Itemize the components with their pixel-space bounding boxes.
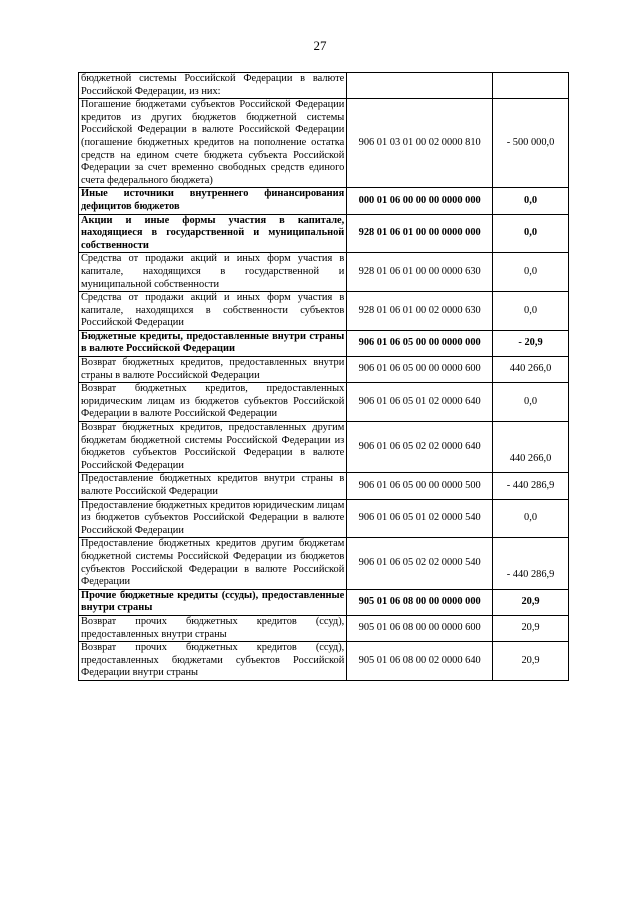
page-number: 27 <box>313 38 327 53</box>
row-code-cell: 928 01 06 01 00 02 0000 630 <box>347 292 493 331</box>
row-code-cell: 928 01 06 01 00 00 0000 630 <box>347 253 493 292</box>
row-name-cell: Возврат бюджетных кредитов, предоставленных юридическим лицам из бюджетов субъектов Российской Федерации в валюте Российской Федерации <box>79 383 347 422</box>
row-code-cell <box>347 73 493 99</box>
row-name-cell: Бюджетные кредиты, предоставленные внутри страны в валюте Российской Федерации <box>79 330 347 356</box>
row-code-cell: 906 01 06 05 00 00 0000 500 <box>347 473 493 499</box>
row-code-cell: 906 01 06 05 01 02 0000 640 <box>347 383 493 422</box>
row-amount-cell: 0,0 <box>493 499 569 538</box>
table-row <box>79 73 569 99</box>
table-row <box>79 589 569 615</box>
row-code-cell: 905 01 06 08 00 00 0000 000 <box>347 589 493 615</box>
row-code-cell: 000 01 06 00 00 00 0000 000 <box>347 188 493 214</box>
table-row <box>79 422 569 473</box>
row-name-cell: Возврат бюджетных кредитов, предоставленных внутри страны в валюте Российской Федерации <box>79 357 347 383</box>
row-name-cell: Средства от продажи акций и иных форм участия в капитале, находящихся в государственной и муниципальной собственности <box>79 253 347 292</box>
table-row <box>79 615 569 641</box>
row-code-cell: 906 01 06 05 00 00 0000 600 <box>347 357 493 383</box>
row-code-cell: 928 01 06 01 00 00 0000 000 <box>347 214 493 253</box>
row-name-cell: Предоставление бюджетных кредитов другим бюджетам бюджетной системы Российской Федерации из бюджетов субъектов Российской Федерации в валюте Российской Федерации <box>79 538 347 589</box>
row-amount-cell: 20,9 <box>493 642 569 681</box>
table-row <box>79 188 569 214</box>
row-code-cell: 906 01 06 05 00 00 0000 000 <box>347 330 493 356</box>
table-row <box>79 499 569 538</box>
row-amount-cell <box>493 73 569 99</box>
row-amount-cell: 440 266,0 <box>493 357 569 383</box>
row-code-cell: 905 01 06 08 00 02 0000 640 <box>347 642 493 681</box>
row-name-cell: Предоставление бюджетных кредитов юридическим лицам из бюджетов субъектов Российской Федерации в валюте Российской Федерации <box>79 499 347 538</box>
table-row <box>79 214 569 253</box>
row-name-cell: Акции и иные формы участия в капитале, находящиеся в государственной и муниципальной собственности <box>79 214 347 253</box>
table-row <box>79 330 569 356</box>
row-code-cell: 906 01 06 05 02 02 0000 640 <box>347 422 493 473</box>
row-name-cell: Возврат бюджетных кредитов, предоставленных другим бюджетам бюджетной системы Российской Федерации из бюджетов субъектов Российской Федерации в валюте Российской Федерации <box>79 422 347 473</box>
table-row <box>79 253 569 292</box>
row-amount-cell: 20,9 <box>493 589 569 615</box>
row-code-cell: 906 01 06 05 01 02 0000 540 <box>347 499 493 538</box>
row-amount-cell: 0,0 <box>493 214 569 253</box>
row-code-cell: 906 01 03 01 00 02 0000 810 <box>347 99 493 188</box>
row-name-cell: Возврат прочих бюджетных кредитов (ссуд), предоставленных внутри страны <box>79 615 347 641</box>
row-amount-cell: - 440 286,9 <box>493 538 569 589</box>
row-amount-cell: - 440 286,9 <box>493 473 569 499</box>
row-name-cell: бюджетной системы Российской Федерации в валюте Российской Федерации, из них: <box>79 73 347 99</box>
table-body <box>79 73 569 681</box>
row-amount-cell: 440 266,0 <box>493 422 569 473</box>
row-name-cell: Средства от продажи акций и иных форм участия в капитале, находящихся в собственности субъектов Российской Федерации <box>79 292 347 331</box>
row-amount-cell: 0,0 <box>493 383 569 422</box>
row-code-cell: 905 01 06 08 00 00 0000 600 <box>347 615 493 641</box>
row-amount-cell: - 20,9 <box>493 330 569 356</box>
table-row <box>79 99 569 188</box>
row-name-cell: Возврат прочих бюджетных кредитов (ссуд), предоставленных бюджетами субъектов Российской Федерации внутри страны <box>79 642 347 681</box>
table-row <box>79 642 569 681</box>
row-amount-cell: - 500 000,0 <box>493 99 569 188</box>
row-name-cell: Предоставление бюджетных кредитов внутри страны в валюте Российской Федерации <box>79 473 347 499</box>
table-row <box>79 292 569 331</box>
budget-sources-table <box>78 72 569 681</box>
row-name-cell: Иные источники внутреннего финансирования дефицитов бюджетов <box>79 188 347 214</box>
table-row <box>79 357 569 383</box>
table-row <box>79 473 569 499</box>
row-amount-cell: 0,0 <box>493 292 569 331</box>
row-amount-cell: 0,0 <box>493 188 569 214</box>
row-amount-cell: 0,0 <box>493 253 569 292</box>
row-name-cell: Прочие бюджетные кредиты (ссуды), предоставленные внутри страны <box>79 589 347 615</box>
row-amount-cell: 20,9 <box>493 615 569 641</box>
row-code-cell: 906 01 06 05 02 02 0000 540 <box>347 538 493 589</box>
table-row <box>79 538 569 589</box>
row-name-cell: Погашение бюджетами субъектов Российской Федерации кредитов из других бюджетов бюджетной системы Российской Федерации в валюте Российской Федерации (погашение бюджетных кредитов на пополнение остатка средств на едином счете бюджета субъекта Российской Федерации за счет временно свободных средств единого счета федерального бюджета) <box>79 99 347 188</box>
table-row <box>79 383 569 422</box>
